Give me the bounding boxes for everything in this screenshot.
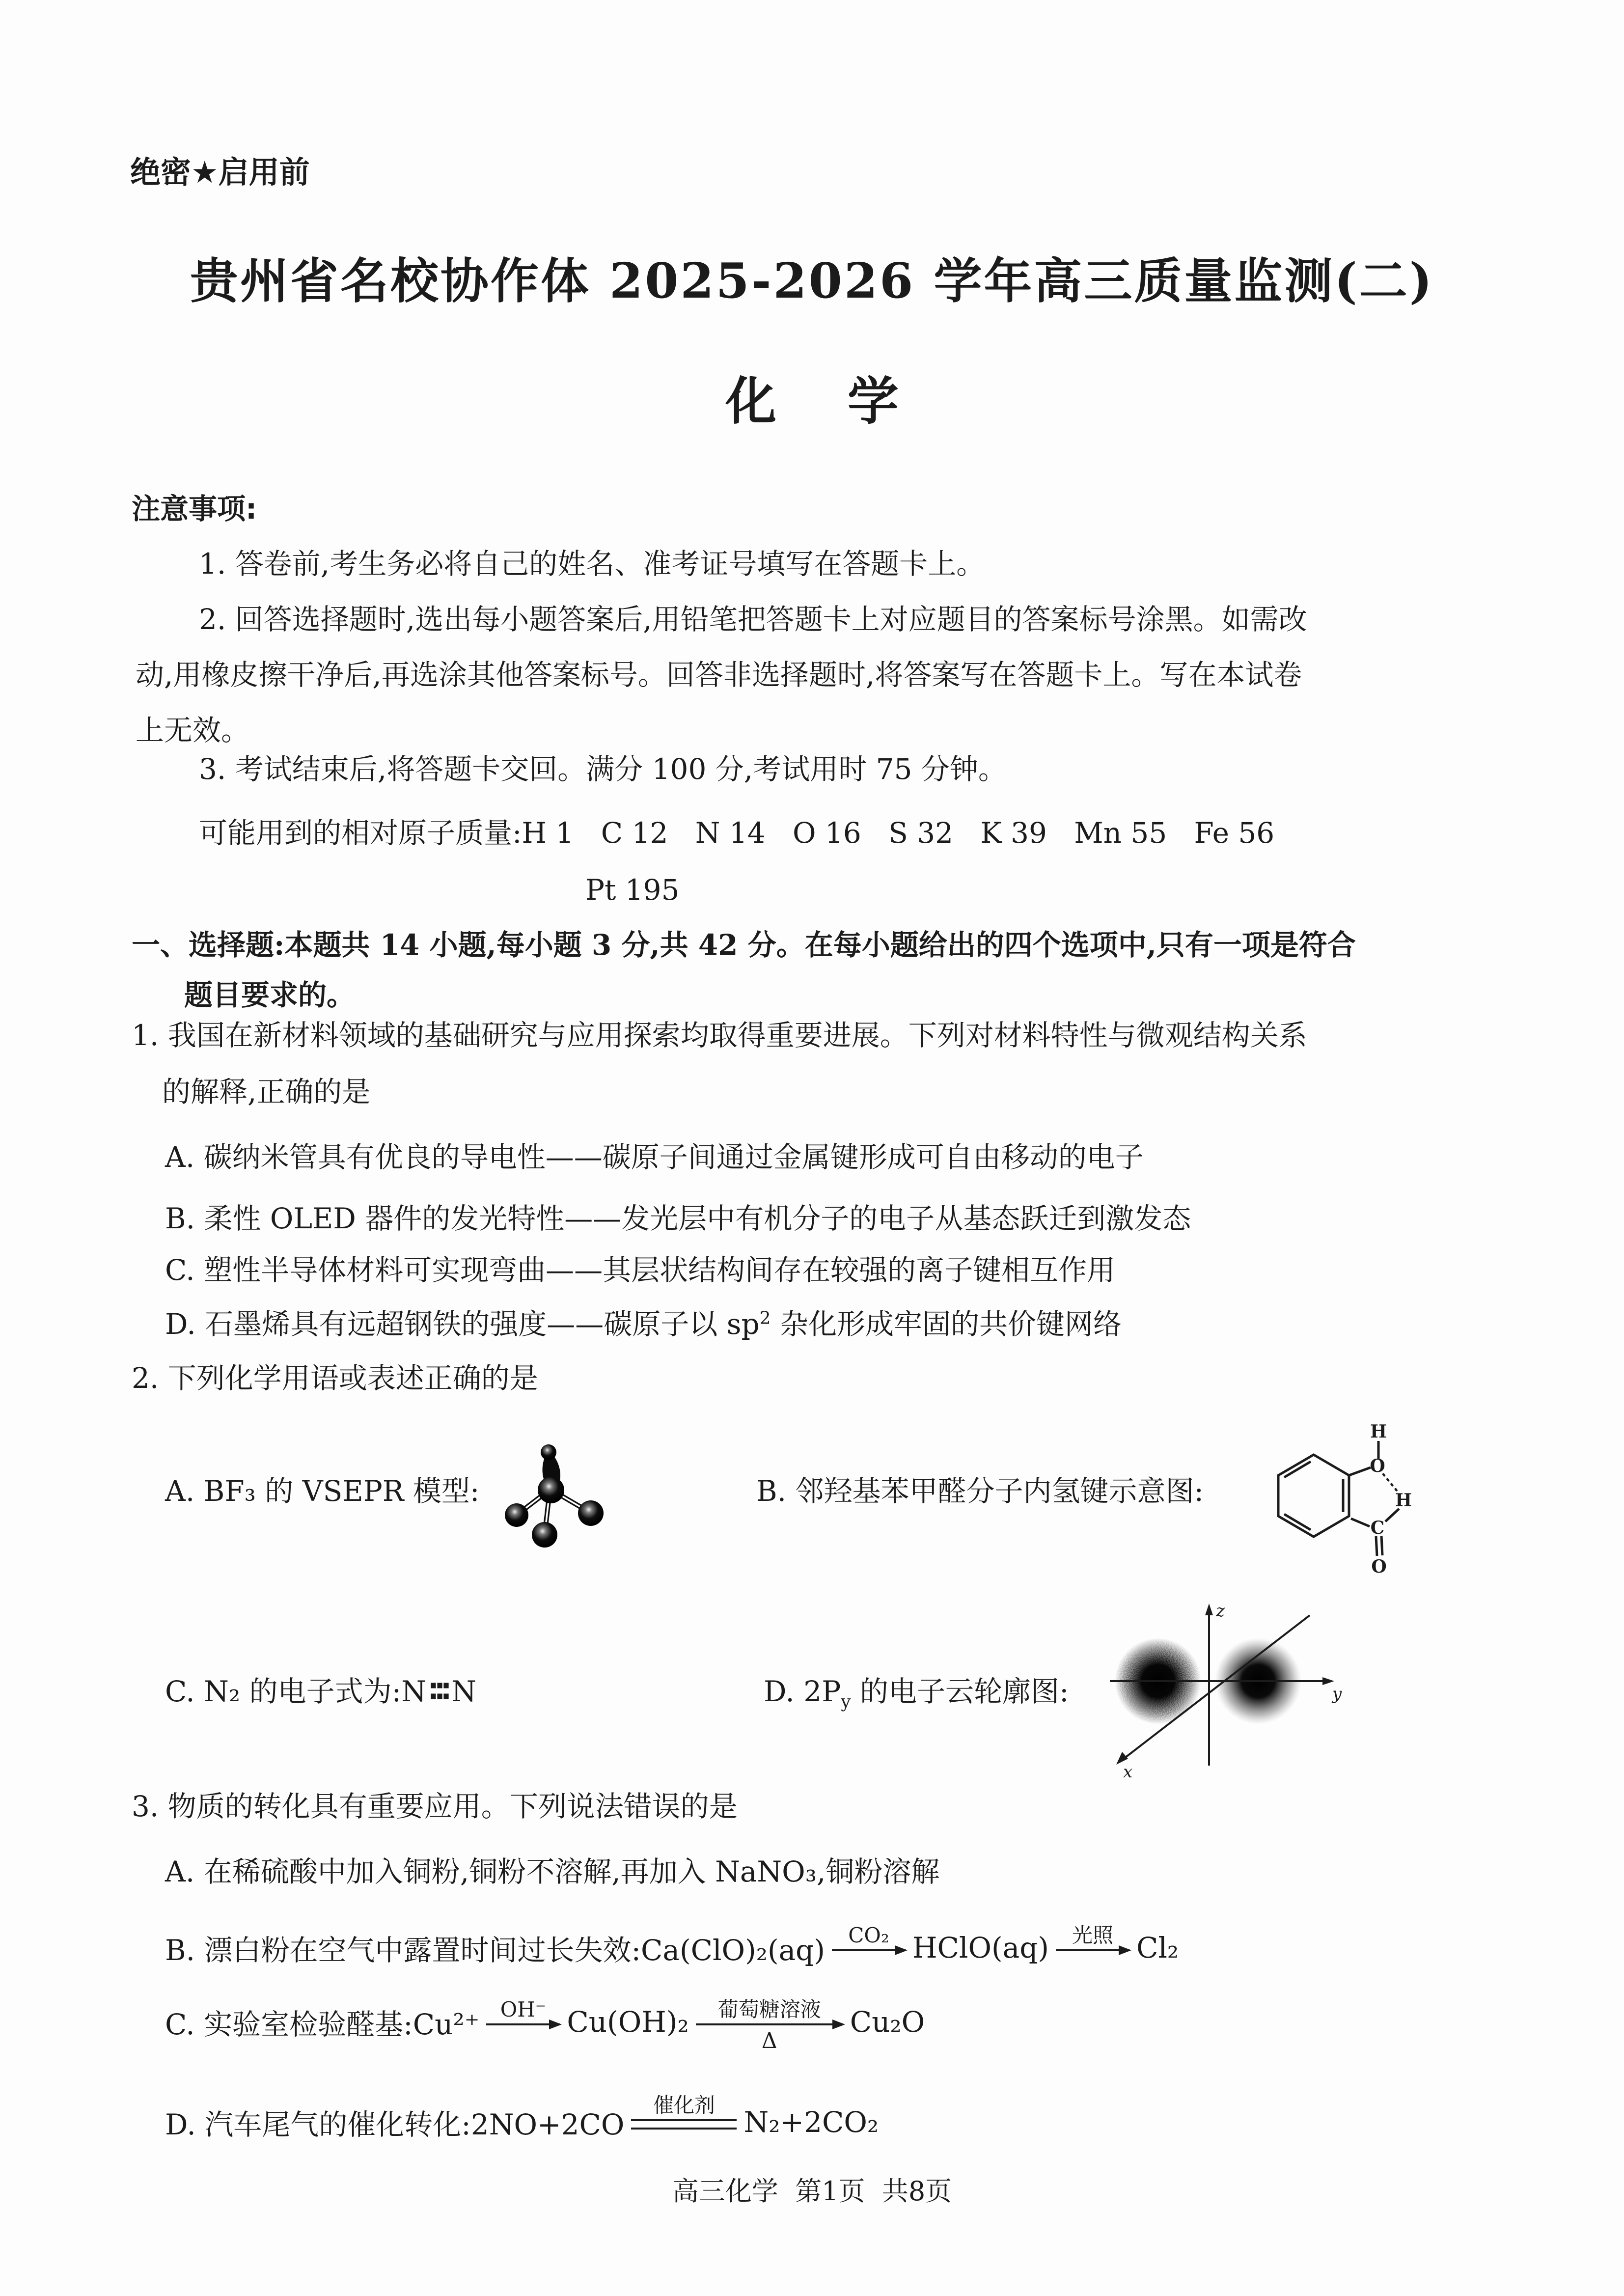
orbital-y-subscript: y [841,1691,851,1712]
x-axis-label: x [1123,1762,1133,1780]
q1-option-d [165,1306,1122,1342]
q1-option-c: C. 塑性半导体材料可实现弯曲——其层状结构间存在较强的离子键相互作用 [165,1253,1116,1287]
n2-electron-formula: N ∶∶∶ N [401,1675,476,1708]
label-c-aldehyde: C [1370,1518,1385,1538]
q1-sp2-superscript: 2 [759,1308,771,1328]
q3-option-b [165,1923,1179,1967]
atomic-mass-line: 可能用到的相对原子质量:H 1 C 12 N 14 O 16 S 32 K 39 Mn 55 Fe 56 [199,816,1275,850]
q2-option-b-label: B. 邻羟基苯甲醛分子内氢键示意图: [756,1474,1204,1508]
q1-option-a: A. 碳纳米管具有优良的导电性——碳原子间通过金属键形成可自由移动的电子 [165,1140,1144,1174]
q1-option-d-text: D. 石墨烯具有远超钢铁的强度——碳原子以 sp [165,1307,760,1341]
q2-option-d-text: D. 2P [764,1675,841,1708]
double-line [631,2119,737,2130]
page-footer: 高三化学 第1页 共8页 [672,2176,952,2207]
arrow-condition-light: 光照 [1072,1923,1113,1947]
label-o-hydroxyl: O [1370,1456,1385,1476]
reaction-arrow-oh [486,1999,560,2025]
benzene-ring [1278,1455,1349,1537]
arrow-line [696,2023,843,2025]
arrow-line [486,2023,560,2025]
q2-option-d-text-end: 的电子云轮廓图: [851,1675,1069,1708]
q1-option-b: B. 柔性 OLED 器件的发光特性——发光层中有机分子的电子从基态跃迁到激发态 [165,1202,1191,1235]
q2-option-c-text: C. N₂ 的电子式为: [165,1675,402,1708]
notice-2-line1: 2. 回答选择题时,选出每小题答案后,用铅笔把答题卡上对应题目的答案标号涂黑。如需改 [199,603,1307,636]
central-atom [538,1477,564,1503]
section1-heading-line1: 一、选择题:本题共 14 小题,每小题 3 分,共 42 分。在每小题给出的四个选项中,只有一项是符合 [132,928,1356,962]
arrow-line [832,1949,906,1951]
q3-option-b-product: Cl₂ [1136,1931,1179,1964]
label-h-top: H [1370,1421,1387,1442]
q3-option-b-text: B. 漂白粉在空气中露置时间过长失效:Ca(ClO)₂(aq) [165,1934,825,1967]
q3-option-c [165,1997,925,2053]
q3-option-a: A. 在稀硫酸中加入铜粉,铜粉不溶解,再加入 NaNO₃,铜粉溶解 [165,1855,940,1888]
q3-option-b-mid: HClO(aq) [912,1931,1049,1964]
arrow-condition-oh: OH⁻ [500,1997,546,2021]
arrow-condition-glucose: 葡萄糖溶液 [717,1997,821,2021]
z-axis-label: z [1216,1601,1225,1621]
section1-heading-line2: 题目要求的。 [184,978,356,1012]
q1-stem-line1: 1. 我国在新材料领域的基础研究与应用探索均取得重要进展。下列对材料特性与微观结构关系 [132,1019,1307,1052]
q2-option-d-label [764,1674,1069,1710]
notice-3: 3. 考试结束后,将答题卡交回。满分 100 分,考试用时 75 分钟。 [199,752,1007,786]
reaction-arrow-co2 [832,1925,906,1951]
notice-1: 1. 答卷前,考生务必将自己的姓名、准考证号填写在答题卡上。 [199,547,985,581]
catalyst-equals-sign [631,2095,737,2130]
shared-electron-dots: ∶∶∶ [429,1675,449,1708]
subject-title: 化 学 [725,371,899,431]
q1-option-d-text-end: 杂化形成牢固的共价键网络 [771,1307,1122,1341]
p-orbital-diagram [1098,1599,1348,1780]
bf3-ball-stick-model [494,1441,616,1559]
bottom-atom [532,1522,557,1548]
salicylaldehyde-structure [1255,1414,1424,1584]
q3-option-d [165,2093,879,2141]
notice-2-line3: 上无效。 [136,714,250,747]
arrow-line [1056,1949,1129,1951]
notice-2-line2: 动,用橡皮擦干净后,再选涂其他答案标号。回答非选择题时,将答案写在答题卡上。写在本试卷 [136,658,1302,692]
notices-heading: 注意事项: [132,492,257,526]
label-h-aldehyde: H [1395,1490,1412,1511]
q1-stem-line2: 的解释,正确的是 [162,1075,371,1108]
q2-stem: 2. 下列化学用语或表述正确的是 [132,1361,538,1395]
q3-option-d-product: N₂+2CO₂ [743,2105,879,2139]
label-o-carbonyl: O [1371,1556,1387,1577]
equals-condition-catalyst: 催化剂 [653,2093,715,2117]
q3-option-c-product: Cu₂O [850,2005,925,2039]
lobe-tip-atom [541,1444,556,1460]
q3-option-c-text: C. 实验室检验醛基:Cu²⁺ [165,2008,480,2041]
reaction-arrow-light [1056,1925,1129,1951]
q2-option-a-label: A. BF₃ 的 VSEPR 模型: [165,1474,480,1508]
q3-stem: 3. 物质的转化具有重要应用。下列说法错误的是 [132,1790,738,1823]
reaction-arrow-glucose [696,1997,843,2053]
paper-title: 贵州省名校协作体 2025-2026 学年高三质量监测(二) [190,253,1434,309]
q3-option-d-text: D. 汽车尾气的催化转化:2NO+2CO [165,2108,625,2141]
right-atom [578,1500,604,1526]
left-atom [505,1503,528,1527]
q3-option-c-mid: Cu(OH)₂ [567,2005,689,2039]
arrow-condition-co2: CO₂ [848,1923,889,1947]
atomic-mass-line2: Pt 195 [585,873,680,907]
hydrogen-bond-dashed [1383,1474,1397,1491]
arrow-condition-delta: Δ [761,2028,777,2053]
q2-option-c [165,1674,476,1710]
y-axis-label: y [1332,1684,1342,1704]
security-label: 绝密★启用前 [130,154,310,190]
